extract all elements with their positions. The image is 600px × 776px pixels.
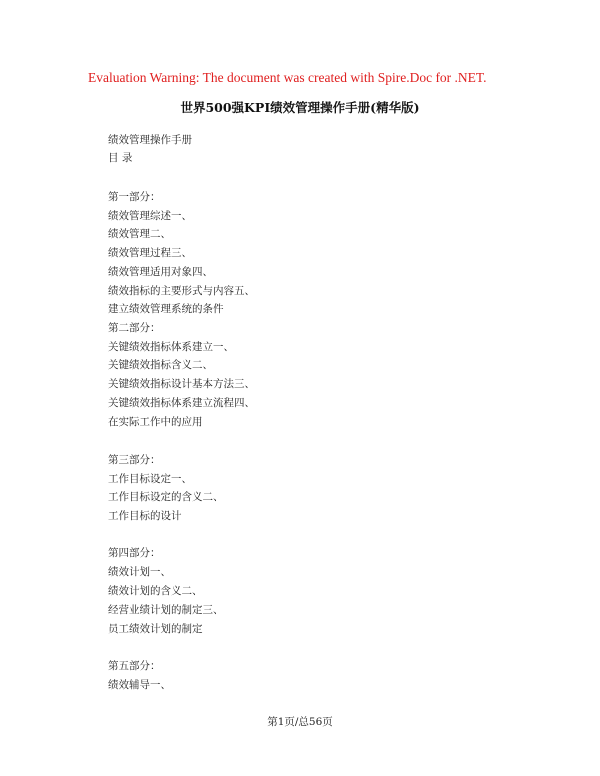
toc-line: 经营业绩计划的制定三、	[108, 604, 224, 616]
toc-line: 目 录	[108, 152, 133, 164]
toc-line: 在实际工作中的应用	[108, 416, 203, 428]
toc-line: 关键绩效指标设计基本方法三、	[108, 378, 255, 390]
document-title: 世界500强KPI绩效管理操作手册(精华版)	[180, 100, 420, 115]
toc-line: 员工绩效计划的制定	[108, 623, 203, 635]
toc-line: 绩效计划的含义二、	[108, 585, 203, 597]
evaluation-warning: Evaluation Warning: The document was created with Spire.Doc for .NET.	[88, 70, 487, 85]
toc-line: 第二部分：	[108, 322, 161, 334]
toc-line: 第四部分：	[108, 547, 161, 559]
toc-line: 关键绩效指标体系建立流程四、	[108, 397, 255, 409]
toc-line: 第一部分：	[108, 191, 161, 203]
toc-line: 第五部分：	[108, 660, 161, 672]
toc-line: 绩效辅导一、	[108, 679, 171, 691]
toc-line: 绩效管理二、	[108, 228, 171, 240]
toc-line: 绩效管理过程三、	[108, 247, 192, 259]
toc-line: 关键绩效指标体系建立一、	[108, 341, 234, 353]
toc-line: 工作目标设定的含义二、	[108, 491, 224, 503]
toc-line: 建立绩效管理系统的条件	[108, 303, 224, 315]
toc-line: 绩效指标的主要形式与内容五、	[108, 285, 255, 297]
toc-line: 工作目标的设计	[108, 510, 182, 522]
toc-line: 绩效管理综述一、	[108, 210, 192, 222]
toc-line: 绩效管理适用对象四、	[108, 266, 213, 278]
toc-line: 绩效管理操作手册	[108, 134, 192, 146]
toc-line: 第三部分：	[108, 454, 161, 466]
toc-line: 关键绩效指标含义二、	[108, 359, 213, 371]
toc-line: 工作目标设定一、	[108, 473, 192, 485]
page-footer: 第1页/总56页	[267, 716, 333, 728]
toc-line: 绩效计划一、	[108, 566, 171, 578]
